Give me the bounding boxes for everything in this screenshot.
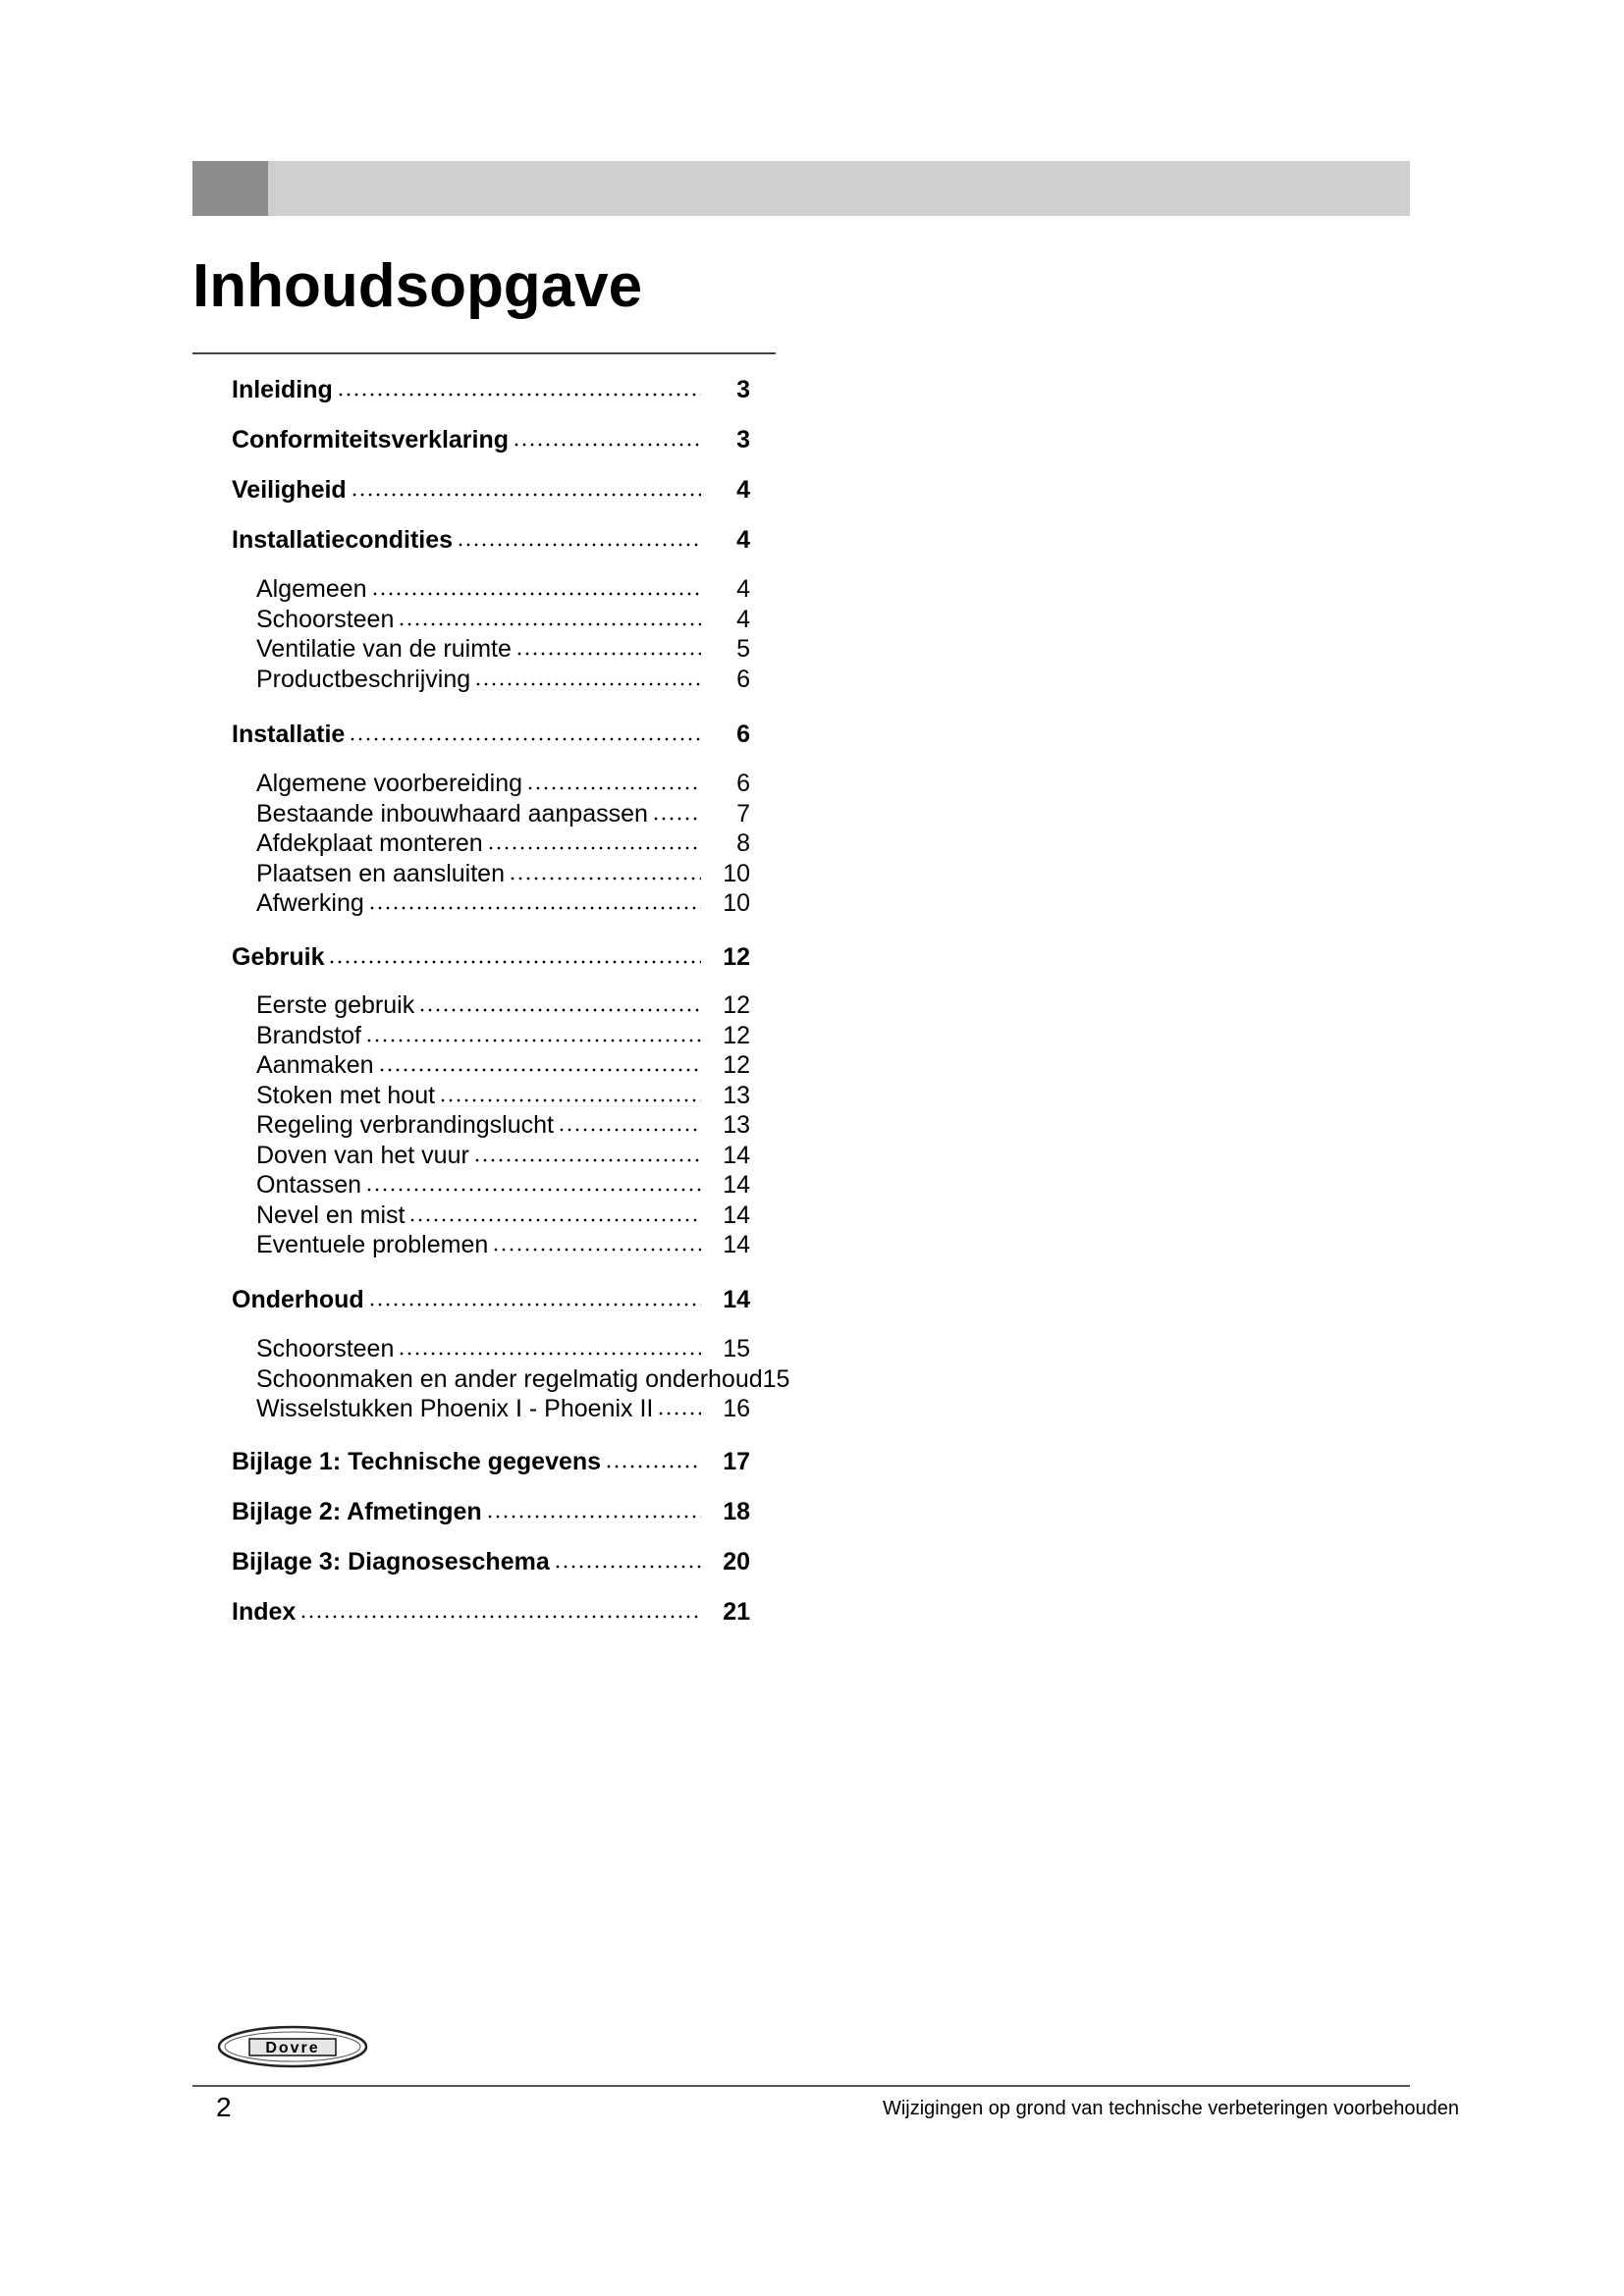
toc-leader <box>457 542 701 548</box>
toc-subentry[interactable] <box>256 1334 750 1363</box>
toc-leader <box>349 736 701 742</box>
page-title: Inhoudsopgave <box>192 252 643 320</box>
toc-entry-label: Schoorsteen <box>256 1335 395 1362</box>
toc-entry-label: Schoorsteen <box>256 606 395 633</box>
toc-entry-page: 16 <box>723 1395 750 1422</box>
toc-entry-label: Ontassen <box>256 1171 362 1199</box>
toc-subentry[interactable] <box>256 769 750 798</box>
toc-entry-label: Nevel en mist <box>256 1201 406 1229</box>
toc-leader <box>558 1127 701 1133</box>
toc-leader <box>515 651 701 657</box>
toc-entry-page: 12 <box>723 943 750 971</box>
toc-entry-label: Ventilatie van de ruimte <box>256 635 512 663</box>
toc-entry-label: Afwerking <box>256 889 364 917</box>
toc-subentry[interactable] <box>256 634 750 664</box>
toc-entry[interactable] <box>232 1285 750 1314</box>
toc-leader <box>439 1097 701 1103</box>
toc-entry-page: 18 <box>723 1498 750 1525</box>
toc-subentry[interactable] <box>256 1170 750 1200</box>
toc-entry-label: Bestaande inbouwhaard aanpassen <box>256 800 648 828</box>
toc-entry-label: Algemeen <box>256 575 367 603</box>
dovre-logo <box>216 2024 369 2069</box>
toc-entry-page: 12 <box>723 1051 750 1079</box>
toc-entry-page: 3 <box>736 426 750 454</box>
toc-entry[interactable] <box>232 475 750 505</box>
toc-leader <box>328 959 701 965</box>
toc-leader <box>337 392 701 398</box>
toc-entry-page: 15 <box>762 1365 790 1393</box>
toc-entry-label: Installatie <box>232 721 346 748</box>
toc-entry[interactable] <box>232 1547 750 1576</box>
toc-leader <box>365 1038 701 1043</box>
page-number: 2 <box>216 2092 232 2122</box>
footer-disclaimer: Wijzigingen op grond van technische verbeteringen voorbehouden <box>882 2098 1459 2119</box>
toc-entry-label: Gebruik <box>232 943 325 971</box>
toc-subentry[interactable] <box>256 574 750 604</box>
toc-entry-label: Veiligheid <box>232 476 347 504</box>
toc-leader <box>378 1067 701 1073</box>
toc-subentry[interactable] <box>256 1230 750 1259</box>
toc-entry-page: 14 <box>723 1142 750 1169</box>
toc-entry[interactable] <box>232 525 750 555</box>
toc-subentry[interactable] <box>256 799 750 828</box>
toc-leader <box>299 1614 701 1620</box>
toc-leader <box>368 905 701 911</box>
toc-subentry[interactable] <box>256 1364 836 1394</box>
toc-subentry[interactable] <box>256 1081 750 1110</box>
toc-subentry[interactable] <box>256 1394 750 1423</box>
toc-entry-page: 14 <box>723 1201 750 1229</box>
toc-subentry[interactable] <box>256 1141 750 1170</box>
toc-subentry[interactable] <box>256 1110 750 1140</box>
toc-entry-label: Schoonmaken en ander regelmatig onderhoud <box>256 1365 763 1393</box>
toc-entry-page: 14 <box>723 1231 750 1258</box>
toc-entry-page: 7 <box>736 800 750 828</box>
toc-entry-page: 20 <box>723 1548 750 1575</box>
toc-entry-label: Bijlage 3: Diagnoseschema <box>232 1548 550 1575</box>
toc-leader <box>492 1247 701 1253</box>
toc-entry[interactable] <box>232 720 750 749</box>
toc-entry-page: 4 <box>736 606 750 633</box>
toc-entry[interactable] <box>232 942 750 972</box>
toc-entry-page: 10 <box>723 860 750 887</box>
toc-entry[interactable] <box>232 1497 750 1526</box>
toc-entry-label: Aanmaken <box>256 1051 374 1079</box>
toc-entry-label: Bijlage 1: Technische gegevens <box>232 1448 602 1475</box>
toc-entry-page: 12 <box>723 991 750 1019</box>
toc-entry-page: 13 <box>723 1111 750 1139</box>
toc-entry-label: Conformiteitsverklaring <box>232 426 510 454</box>
toc-entry-page: 14 <box>723 1286 750 1313</box>
toc-entry-label: Index <box>232 1598 297 1626</box>
toc-leader <box>554 1564 701 1570</box>
toc-leader <box>398 621 701 627</box>
toc-subentry[interactable] <box>256 1050 750 1080</box>
toc-entry-label: Wisselstukken Phoenix I - Phoenix II <box>256 1395 654 1422</box>
toc-leader <box>513 442 701 448</box>
toc-entry-page: 8 <box>736 829 750 857</box>
toc-entry-page: 15 <box>723 1335 750 1362</box>
toc-entry-label: Stoken met hout <box>256 1082 436 1109</box>
toc-entry-label: Brandstof <box>256 1022 362 1049</box>
toc-entry-page: 10 <box>723 889 750 917</box>
toc-entry-page: 3 <box>736 376 750 403</box>
toc-entry-label: Eerste gebruik <box>256 991 415 1019</box>
toc-subentry[interactable] <box>256 665 750 694</box>
toc-entry[interactable] <box>232 425 750 454</box>
toc-entry-page: 6 <box>736 666 750 693</box>
toc-leader <box>487 845 701 851</box>
toc-entry-label: Afdekplaat monteren <box>256 829 483 857</box>
toc-entry-label: Bijlage 2: Afmetingen <box>232 1498 482 1525</box>
toc-subentry[interactable] <box>256 859 750 888</box>
toc-leader <box>486 1514 701 1520</box>
toc-subentry[interactable] <box>256 1201 750 1230</box>
toc-entry-label: Regeling verbrandingslucht <box>256 1111 554 1139</box>
toc-leader <box>473 1157 701 1163</box>
toc-leader <box>365 1187 701 1193</box>
toc-entry-page: 4 <box>736 476 750 504</box>
toc-entry-page: 21 <box>723 1598 750 1626</box>
toc-entry-page: 4 <box>736 575 750 603</box>
toc-entry-label: Installatiecondities <box>232 526 454 554</box>
toc-entry-label: Eventuele problemen <box>256 1231 489 1258</box>
toc-leader <box>351 492 701 498</box>
toc-entry-page: 6 <box>736 721 750 748</box>
toc-leader <box>398 1351 701 1357</box>
toc-subentry[interactable] <box>256 605 750 634</box>
toc-entry-label: Onderhoud <box>232 1286 364 1313</box>
toc-entry-page: 5 <box>736 635 750 663</box>
toc-entry-label: Productbeschrijving <box>256 666 471 693</box>
footer-divider <box>192 2085 1410 2087</box>
toc-subentry[interactable] <box>256 990 750 1020</box>
toc-entry-page: 4 <box>736 526 750 554</box>
toc-entry-page: 6 <box>736 770 750 797</box>
toc-leader <box>371 591 701 597</box>
toc-entry-page: 12 <box>723 1022 750 1049</box>
toc-leader <box>368 1302 701 1308</box>
logo-wordmark: Dovre <box>265 2040 320 2056</box>
toc-entry-page: 13 <box>723 1082 750 1109</box>
toc-entry[interactable] <box>232 1447 750 1476</box>
toc-entry-page: 14 <box>723 1171 750 1199</box>
toc-leader <box>526 785 701 791</box>
toc-leader <box>408 1217 701 1223</box>
toc-entry-label: Doven van het vuur <box>256 1142 469 1169</box>
toc-entry-label: Plaatsen en aansluiten <box>256 860 505 887</box>
toc-leader <box>652 816 701 822</box>
toc-entry-label: Inleiding <box>232 376 333 403</box>
toc-entry-label: Algemene voorbereiding <box>256 770 523 797</box>
toc-subentry[interactable] <box>256 1021 750 1050</box>
toc-leader <box>418 1007 701 1013</box>
toc-leader <box>509 876 701 881</box>
toc-subentry[interactable] <box>256 828 750 858</box>
toc-entry[interactable] <box>232 1597 750 1627</box>
toc-subentry[interactable] <box>256 888 750 918</box>
toc-leader <box>474 681 701 687</box>
toc-entry[interactable] <box>232 375 750 404</box>
toc-entry-page: 17 <box>723 1448 750 1475</box>
toc-leader <box>605 1464 701 1469</box>
toc-leader <box>657 1411 701 1416</box>
